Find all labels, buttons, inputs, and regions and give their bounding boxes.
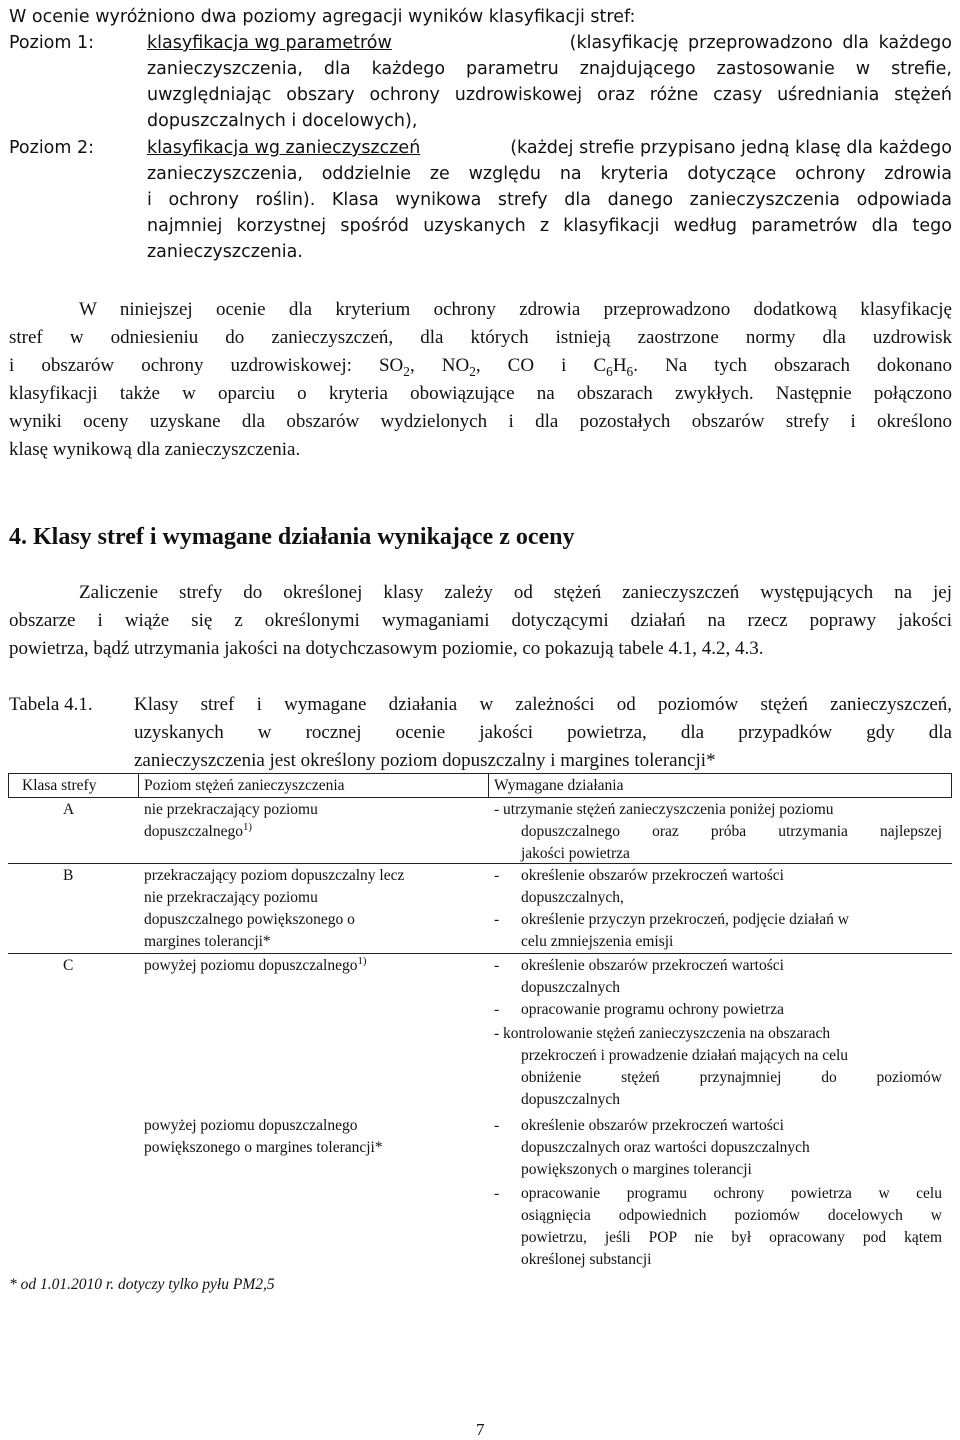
para2-line: klasyfikacji także w oparciu o kryteria obowiązujące na obszarach zwykłych. Następnie połączono <box>9 383 952 404</box>
page-number: 7 <box>476 1420 485 1439</box>
bullet-dash: - <box>494 911 500 928</box>
bullet-dash: - <box>494 957 500 974</box>
class-a: A <box>63 801 75 818</box>
level-text: dopuszczalnego$^{1)}$ <box>144 820 253 840</box>
header-actions: Wymagane działania <box>494 777 624 794</box>
level2-line: i ochrony roślin). Klasa wynikowa strefy dla danego zanieczyszczenia odpowiada <box>147 190 952 210</box>
section-line: obszarze i wiąże się z określonymi wymaganiami dotyczącymi działań na rzecz poprawy jakości <box>9 610 952 631</box>
level-text: margines tolerancji* <box>144 933 271 950</box>
footnote: * od 1.01.2010 r. dotyczy tylko pyłu PM2,5 <box>9 1276 275 1293</box>
level2-line: najmniej korzystnej spośród uzyskanych z klasyfikacji według parametrów dla tego <box>147 216 952 236</box>
para2-line: klasę wynikową dla zanieczyszczenia. <box>9 439 301 460</box>
section-line: Zaliczenie strefy do określonej klasy zależy od stężeń zanieczyszczeń występujących na jej <box>79 582 952 603</box>
header-class: Klasa strefy <box>22 777 97 794</box>
level2-line: zanieczyszczenia. <box>147 242 303 262</box>
bullet-dash: - <box>494 1117 500 1134</box>
action-text: przekroczeń i prowadzenie działań mających na celu <box>521 1047 849 1064</box>
level1-label: Poziom 1: <box>9 33 95 53</box>
action-text: celu zmniejszenia emisji <box>521 933 674 950</box>
para2-line: W niniejszej ocenie dla kryterium ochrony zdrowia przeprowadzono dodatkową klasyfikację <box>79 299 952 320</box>
para2-line: stref w odniesieniu do zanieczyszczeń, dla których istnieją zaostrzone normy dla uzdrowisk <box>9 327 952 348</box>
level1-line: zanieczyszczenia, dla każdego parametru znajdującego zastosowanie w strefie, <box>147 59 952 79</box>
header-level: Poziom stężeń zanieczyszczenia <box>144 777 345 794</box>
action-text: dopuszczalnych <box>521 979 620 996</box>
action-text: opracowanie programu ochrony powietrza w celu <box>521 1185 942 1202</box>
action-text: określenie obszarów przekroczeń wartości <box>521 1117 784 1134</box>
bullet-dash: - <box>494 1001 500 1018</box>
para2-line: wyniki oceny uzyskane dla obszarów wydzielonych i dla pozostałych obszarów strefy i określono <box>9 411 952 432</box>
action-text: powiększonych o margines tolerancji <box>521 1161 752 1178</box>
section-line: powietrza, bądź utrzymania jakości na dotychczasowym poziomie, co pokazują tabele 4.1, 4.2, 4.3. <box>9 638 764 659</box>
level-text: nie przekraczający poziomu <box>144 889 318 906</box>
level-text: powiększonego o margines tolerancji* <box>144 1139 383 1156</box>
action-text: powietrzu, jeśli POP nie był opracowany pod kątem <box>521 1229 942 1246</box>
action-text: opracowanie programu ochrony powietrza <box>521 1001 784 1018</box>
para2-line-formula: i obszarów ochrony uzdrowiskowej: $SO_2$, $NO_2$, CO i $C_6H_6$. Na tych obszarach dokonano <box>9 355 952 379</box>
level2-rest: (każdej strefie przypisano jedną klasę dla każdego <box>510 138 952 158</box>
level1-title: klasyfikacja wg parametrów <box>147 33 392 53</box>
bullet-dash: - <box>494 867 500 884</box>
action-text: dopuszczalnych <box>521 1091 620 1108</box>
action-text: określonej substancji <box>521 1251 652 1268</box>
caption-line: zanieczyszczenia jest określony poziom dopuszczalny i margines tolerancji* <box>134 750 716 771</box>
action-text: jakości powietrza <box>521 845 630 862</box>
level1-rest: (klasyfikację przeprowadzono dla każdego <box>569 33 952 53</box>
caption-line: uzyskanych w rocznej ocenie jakości powietrza, dla przypadków gdy dla <box>134 722 952 743</box>
caption-line: Klasy stref i wymagane działania w zależności od poziomów stężeń zanieczyszczeń, <box>134 694 952 715</box>
class-b: B <box>63 867 74 884</box>
action-text: określenie przyczyn przekroczeń, podjęcie działań w <box>521 911 849 928</box>
level-text: dopuszczalnego powiększonego o <box>144 911 355 928</box>
level-text: powyżej poziomu dopuszczalnego$^{1)}$ <box>144 954 367 974</box>
level2-line: zanieczyszczenia, oddzielnie ze względu na kryteria dotyczące ochrony zdrowia <box>147 164 952 184</box>
action-text: określenie obszarów przekroczeń wartości <box>521 957 784 974</box>
bullet-dash: - <box>494 1185 500 1202</box>
action-text: - utrzymanie stężeń zanieczyszczenia poniżej poziomu <box>494 801 834 818</box>
action-text: określenie obszarów przekroczeń wartości <box>521 867 784 884</box>
intro-line: W ocenie wyróżniono dwa poziomy agregacji wyników klasyfikacji stref: <box>9 7 636 27</box>
action-text: osiągnięcia odpowiednich poziomów docelowych w <box>521 1207 942 1224</box>
level2-label: Poziom 2: <box>9 138 95 158</box>
level-text: przekraczający poziom dopuszczalny lecz <box>144 867 405 884</box>
action-text: obniżenie stężeń przynajmniej do poziomów <box>521 1069 942 1086</box>
level-text: powyżej poziomu dopuszczalnego <box>144 1117 358 1134</box>
level1-line: dopuszczalnych i docelowych), <box>147 111 418 131</box>
action-text: dopuszczalnych, <box>521 889 624 906</box>
action-text: dopuszczalnych oraz wartości dopuszczalnych <box>521 1139 810 1156</box>
level-text: nie przekraczający poziomu <box>144 801 318 818</box>
level1-line: uwzględniając obszary ochrony uzdrowiskowej oraz różne czasy uśredniania stężeń <box>147 85 952 105</box>
section-heading: 4. Klasy stref i wymagane działania wynikające z oceny <box>9 524 575 550</box>
caption-label: Tabela 4.1. <box>9 694 93 715</box>
action-text: - kontrolowanie stężeń zanieczyszczenia na obszarach <box>494 1025 831 1042</box>
class-c: C <box>63 957 74 974</box>
action-text: dopuszczalnego oraz próba utrzymania najlepszej <box>521 823 942 840</box>
level2-title: klasyfikacja wg zanieczyszczeń <box>147 138 421 158</box>
